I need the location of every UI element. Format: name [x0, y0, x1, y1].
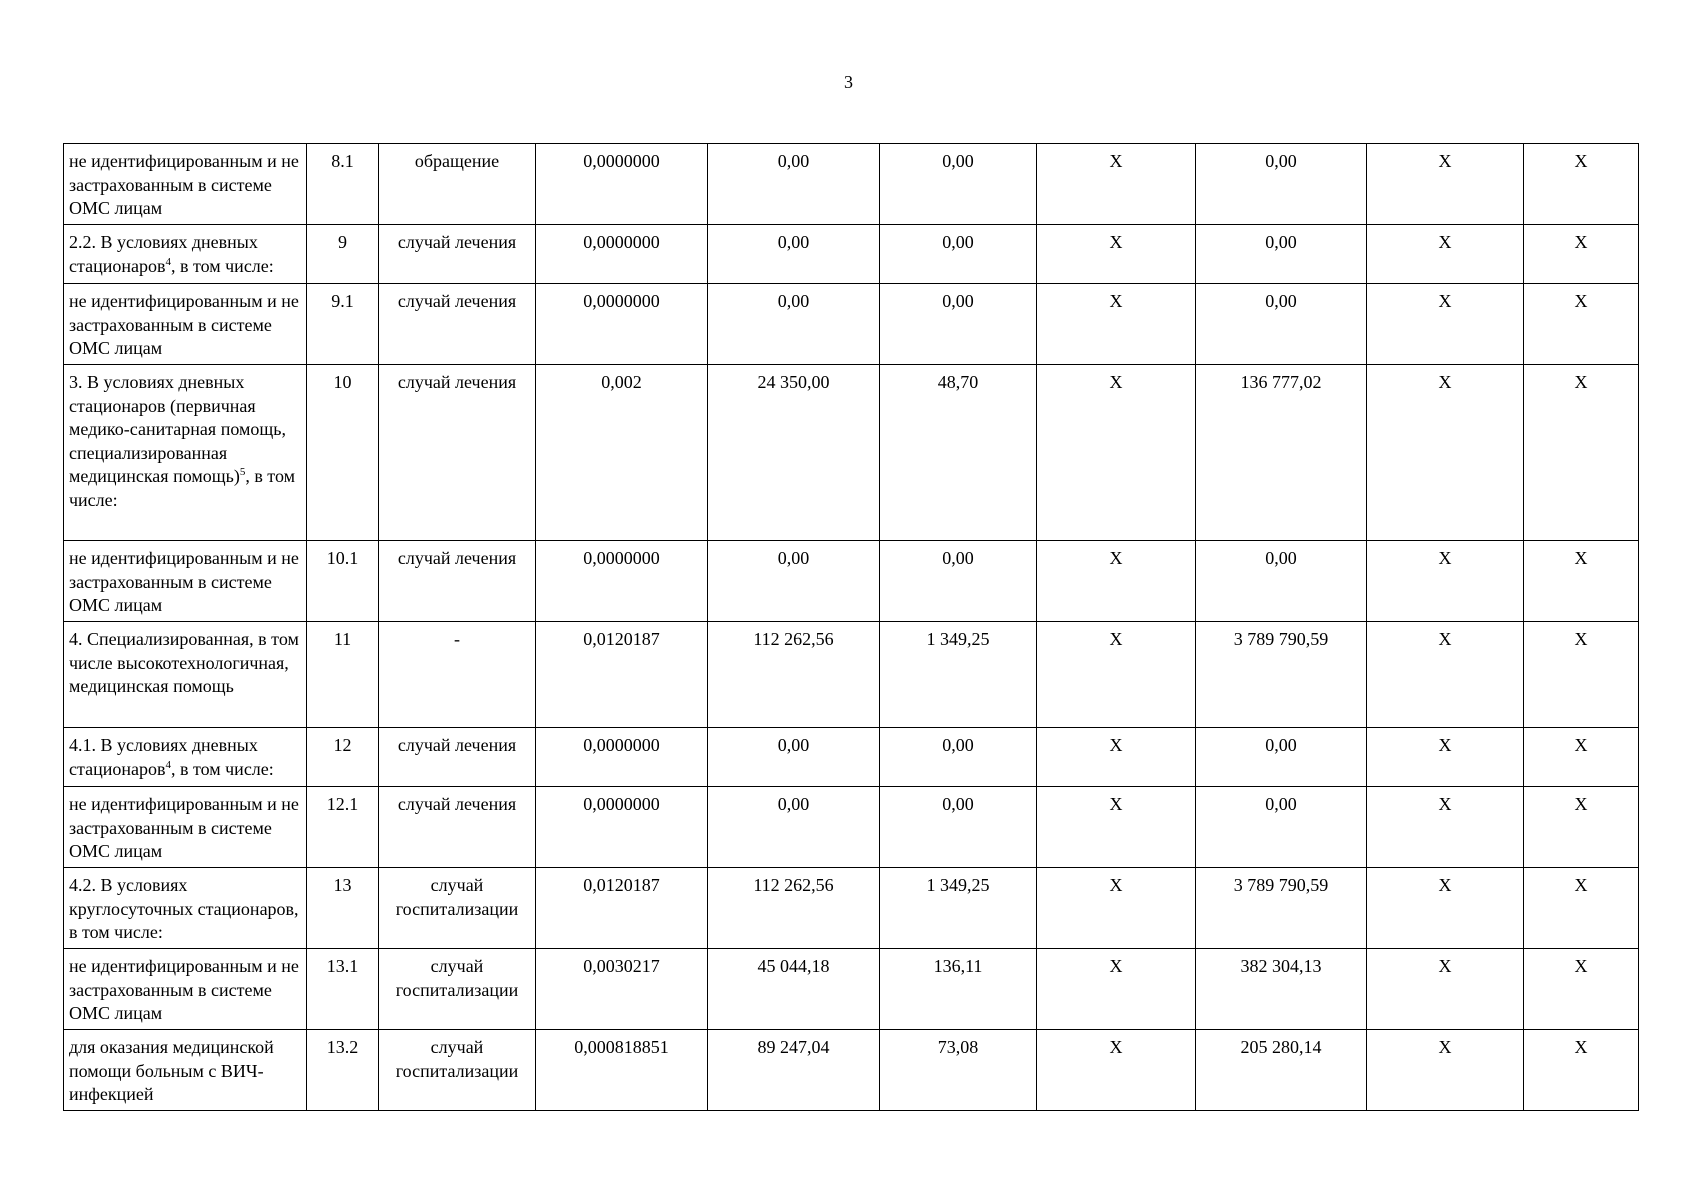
- row-code: 10: [307, 365, 379, 541]
- total-cost: 382 304,13: [1196, 949, 1367, 1030]
- unit-of-measure: случай лечения: [379, 728, 536, 787]
- not-applicable-mark: X: [1524, 787, 1639, 868]
- not-applicable-mark: X: [1037, 225, 1196, 284]
- volume-norm: 0,0000000: [536, 728, 708, 787]
- row-name: [64, 225, 307, 284]
- row-name-continuation: , в том числе:: [69, 466, 295, 510]
- per-capita-norm: 1 349,25: [880, 868, 1037, 949]
- row-name-continuation: , в том числе:: [170, 255, 274, 276]
- not-applicable-mark: X: [1037, 949, 1196, 1030]
- volume-norm: 0,0000000: [536, 225, 708, 284]
- not-applicable-mark: X: [1367, 284, 1524, 365]
- table-row: [64, 949, 1639, 1030]
- row-code: 12.1: [307, 787, 379, 868]
- total-cost: 0,00: [1196, 144, 1367, 225]
- not-applicable-mark: X: [1367, 868, 1524, 949]
- footnote-marker: 4: [165, 758, 171, 771]
- cost-norm: 112 262,56: [708, 622, 880, 728]
- row-name: [64, 728, 307, 787]
- row-name-text: не идентифицированным и не застрахованным в системе ОМС лицам: [69, 291, 299, 358]
- not-applicable-mark: X: [1524, 541, 1639, 622]
- not-applicable-mark: X: [1367, 622, 1524, 728]
- row-code: 12: [307, 728, 379, 787]
- not-applicable-mark: X: [1524, 225, 1639, 284]
- not-applicable-mark: X: [1367, 949, 1524, 1030]
- row-name-continuation: , в том числе:: [170, 758, 274, 779]
- volume-norm: 0,0000000: [536, 787, 708, 868]
- not-applicable-mark: X: [1367, 365, 1524, 541]
- table-row: [64, 284, 1639, 365]
- footnote-marker: 5: [239, 466, 246, 478]
- table-row: [64, 541, 1639, 622]
- row-name: [64, 787, 307, 868]
- row-name-text: 3. В условиях дневных стационаров (первичная медико-санитарная помощь, специализированная медицинская помощь): [69, 372, 286, 486]
- row-name: [64, 949, 307, 1030]
- per-capita-norm: 0,00: [880, 541, 1037, 622]
- row-name: [64, 1030, 307, 1111]
- not-applicable-mark: X: [1524, 622, 1639, 728]
- cost-norm: 112 262,56: [708, 868, 880, 949]
- row-code: 11: [307, 622, 379, 728]
- per-capita-norm: 1 349,25: [880, 622, 1037, 728]
- not-applicable-mark: X: [1037, 868, 1196, 949]
- not-applicable-mark: X: [1037, 787, 1196, 868]
- not-applicable-mark: X: [1037, 144, 1196, 225]
- not-applicable-mark: X: [1367, 541, 1524, 622]
- not-applicable-mark: X: [1524, 1030, 1639, 1111]
- row-name-text: не идентифицированным и не застрахованным в системе ОМС лицам: [69, 956, 299, 1023]
- table-row: [64, 622, 1639, 728]
- total-cost: 136 777,02: [1196, 365, 1367, 541]
- per-capita-norm: 136,11: [880, 949, 1037, 1030]
- not-applicable-mark: X: [1367, 225, 1524, 284]
- total-cost: 3 789 790,59: [1196, 622, 1367, 728]
- row-name-text: не идентифицированным и не застрахованным в системе ОМС лицам: [69, 794, 299, 861]
- not-applicable-mark: X: [1037, 728, 1196, 787]
- table-row: [64, 787, 1639, 868]
- not-applicable-mark: X: [1037, 1030, 1196, 1111]
- row-name-text: не идентифицированным и не застрахованным в системе ОМС лицам: [69, 548, 299, 615]
- page-number: 3: [844, 72, 853, 92]
- per-capita-norm: 0,00: [880, 728, 1037, 787]
- table-body: [64, 144, 1639, 1111]
- financing-table: [63, 143, 1639, 1111]
- not-applicable-mark: X: [1524, 949, 1639, 1030]
- footnote-marker: 4: [165, 255, 171, 268]
- cost-norm: 0,00: [708, 541, 880, 622]
- cost-norm: 89 247,04: [708, 1030, 880, 1111]
- row-name: [64, 144, 307, 225]
- row-name-text: 4. Специализированная, в том числе высокотехнологичная, медицинская помощь: [69, 629, 299, 696]
- unit-of-measure: случай лечения: [379, 541, 536, 622]
- table-row: [64, 1030, 1639, 1111]
- cost-norm: 0,00: [708, 144, 880, 225]
- volume-norm: 0,0030217: [536, 949, 708, 1030]
- not-applicable-mark: X: [1037, 622, 1196, 728]
- volume-norm: 0,0120187: [536, 868, 708, 949]
- not-applicable-mark: X: [1524, 144, 1639, 225]
- table-row: [64, 365, 1639, 541]
- unit-of-measure: -: [379, 622, 536, 728]
- per-capita-norm: 0,00: [880, 284, 1037, 365]
- total-cost: 0,00: [1196, 284, 1367, 365]
- row-code: 13: [307, 868, 379, 949]
- unit-of-measure: случай лечения: [379, 365, 536, 541]
- not-applicable-mark: X: [1524, 868, 1639, 949]
- table-row: [64, 868, 1639, 949]
- row-name-text: 4.1. В условиях дневных стационаров: [69, 735, 258, 779]
- not-applicable-mark: X: [1037, 365, 1196, 541]
- total-cost: 0,00: [1196, 787, 1367, 868]
- total-cost: 0,00: [1196, 541, 1367, 622]
- total-cost: 0,00: [1196, 728, 1367, 787]
- unit-of-measure: обращение: [379, 144, 536, 225]
- row-code: 10.1: [307, 541, 379, 622]
- row-name-text: для оказания медицинской помощи больным с ВИЧ-инфекцией: [69, 1037, 274, 1104]
- not-applicable-mark: X: [1367, 787, 1524, 868]
- volume-norm: 0,0000000: [536, 144, 708, 225]
- row-code: 13.2: [307, 1030, 379, 1111]
- total-cost: 0,00: [1196, 225, 1367, 284]
- unit-of-measure: случай лечения: [379, 284, 536, 365]
- unit-of-measure: случай госпитализации: [379, 868, 536, 949]
- row-name-text: 4.2. В условиях круглосуточных стационаров, в том числе:: [69, 875, 299, 942]
- cost-norm: 0,00: [708, 787, 880, 868]
- not-applicable-mark: X: [1367, 144, 1524, 225]
- row-name: [64, 541, 307, 622]
- per-capita-norm: 0,00: [880, 144, 1037, 225]
- per-capita-norm: 0,00: [880, 225, 1037, 284]
- cost-norm: 0,00: [708, 225, 880, 284]
- not-applicable-mark: X: [1524, 728, 1639, 787]
- row-code: 13.1: [307, 949, 379, 1030]
- cost-norm: 0,00: [708, 728, 880, 787]
- total-cost: 3 789 790,59: [1196, 868, 1367, 949]
- volume-norm: 0,002: [536, 365, 708, 541]
- unit-of-measure: случай лечения: [379, 787, 536, 868]
- total-cost: 205 280,14: [1196, 1030, 1367, 1111]
- unit-of-measure: случай лечения: [379, 225, 536, 284]
- cost-norm: 24 350,00: [708, 365, 880, 541]
- row-code: 9.1: [307, 284, 379, 365]
- row-name-text: не идентифицированным и не застрахованным в системе ОМС лицам: [69, 151, 299, 218]
- row-code: 9: [307, 225, 379, 284]
- volume-norm: 0,0000000: [536, 284, 708, 365]
- row-name: [64, 622, 307, 728]
- table-row: [64, 144, 1639, 225]
- per-capita-norm: 0,00: [880, 787, 1037, 868]
- cost-norm: 45 044,18: [708, 949, 880, 1030]
- volume-norm: 0,000818851: [536, 1030, 708, 1111]
- row-code: 8.1: [307, 144, 379, 225]
- per-capita-norm: 48,70: [880, 365, 1037, 541]
- row-name: [64, 868, 307, 949]
- row-name: [64, 284, 307, 365]
- unit-of-measure: случай госпитализации: [379, 1030, 536, 1111]
- per-capita-norm: 73,08: [880, 1030, 1037, 1111]
- not-applicable-mark: X: [1524, 365, 1639, 541]
- cost-norm: 0,00: [708, 284, 880, 365]
- not-applicable-mark: X: [1037, 541, 1196, 622]
- row-name: [64, 365, 307, 541]
- volume-norm: 0,0120187: [536, 622, 708, 728]
- unit-of-measure: случай госпитализации: [379, 949, 536, 1030]
- not-applicable-mark: X: [1367, 728, 1524, 787]
- table-row: [64, 225, 1639, 284]
- row-name-text: 2.2. В условиях дневных стационаров: [69, 232, 258, 276]
- not-applicable-mark: X: [1524, 284, 1639, 365]
- volume-norm: 0,0000000: [536, 541, 708, 622]
- not-applicable-mark: X: [1367, 1030, 1524, 1111]
- table-row: [64, 728, 1639, 787]
- not-applicable-mark: X: [1037, 284, 1196, 365]
